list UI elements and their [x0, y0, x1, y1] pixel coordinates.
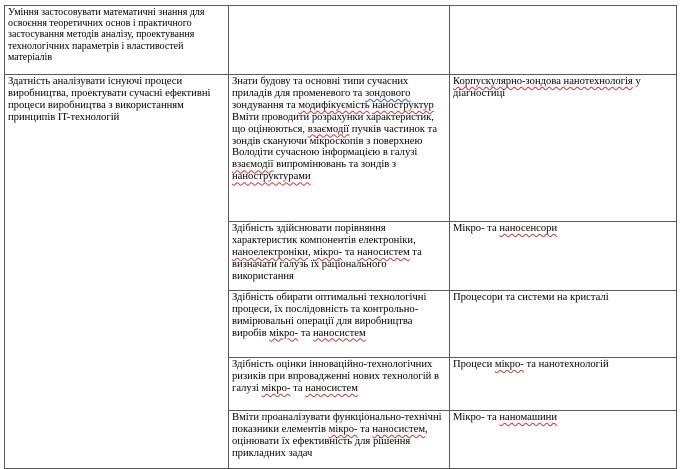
discipline-cell — [449, 358, 676, 411]
skill-cell — [229, 291, 450, 358]
skill-cell — [229, 222, 450, 291]
skill-text: Здібність обирати оптимальні технологічні процеси, їх послідовність та контрольно-вимірювальні операції для виробництва виробів мікро- та наносистем — [232, 292, 427, 339]
discipline-cell — [449, 6, 676, 75]
discipline-cell — [449, 291, 676, 358]
table-row — [5, 75, 677, 222]
competence-cell — [5, 75, 229, 469]
skill-text: Вміти проводити розрахунки характеристик, що оцінюються, взаємодії пучків частинок та зондів скануючи мікроскопів з поверхнею — [232, 111, 438, 147]
table-row — [5, 6, 677, 75]
discipline-text: Процесори та системи на кристалі — [452, 292, 609, 303]
skill-cell — [229, 358, 450, 411]
competence-table — [4, 5, 677, 469]
skill-text: Здібність здійснювати порівняння характеристик компонентів електроніки, наноелектроніки, мікро- та наносистем та визначати галузь їх раціонального використання — [232, 223, 422, 282]
competence-cell: Уміння застосовувати математичні знання для освоєння теоретичних основ і практичного застосування методів аналізу, проектування технологічних параметрів і властивостей матеріалів — [5, 6, 229, 75]
discipline-cell — [449, 222, 676, 291]
discipline-text: Мікро- та наномашини — [452, 412, 558, 423]
discipline-cell — [449, 411, 676, 469]
discipline-text: Мікро- та наносенсори — [452, 223, 558, 234]
competence-text: Здатність аналізувати існуючі процеси виробництва, проектувати сучасні ефективні процеси виробництва з використанням принципів IT-технологій — [8, 76, 211, 123]
skill-text: Володіти сучасною інформацією в галузі взаємодії випромінювань та зондів з наноструктурами — [232, 147, 418, 183]
discipline-text: Корпускулярно-зондова нанотехнологія у діагностиці — [452, 76, 641, 99]
discipline-cell — [449, 75, 676, 222]
discipline-text: Процеси мікро- та нанотехнологій — [452, 359, 609, 370]
skill-cell — [229, 75, 450, 222]
skill-cell — [229, 411, 450, 469]
skill-text: Вміти проаналізувати функціонально-технічні показники елементів мікро- та наносистем, оцінювати їх ефективність для рішення прикладних задач — [232, 412, 442, 459]
skill-cell — [229, 6, 450, 75]
skill-text: Знати будову та основні типи сучасних приладів для променевого та зондового зондування та модифікуємість наноструктур — [232, 76, 434, 111]
skill-text: Здібність оцінки інноваційно-технологічних ризиків при впровадженні нових технологій в галузі мікро- та наносистем — [232, 359, 439, 394]
